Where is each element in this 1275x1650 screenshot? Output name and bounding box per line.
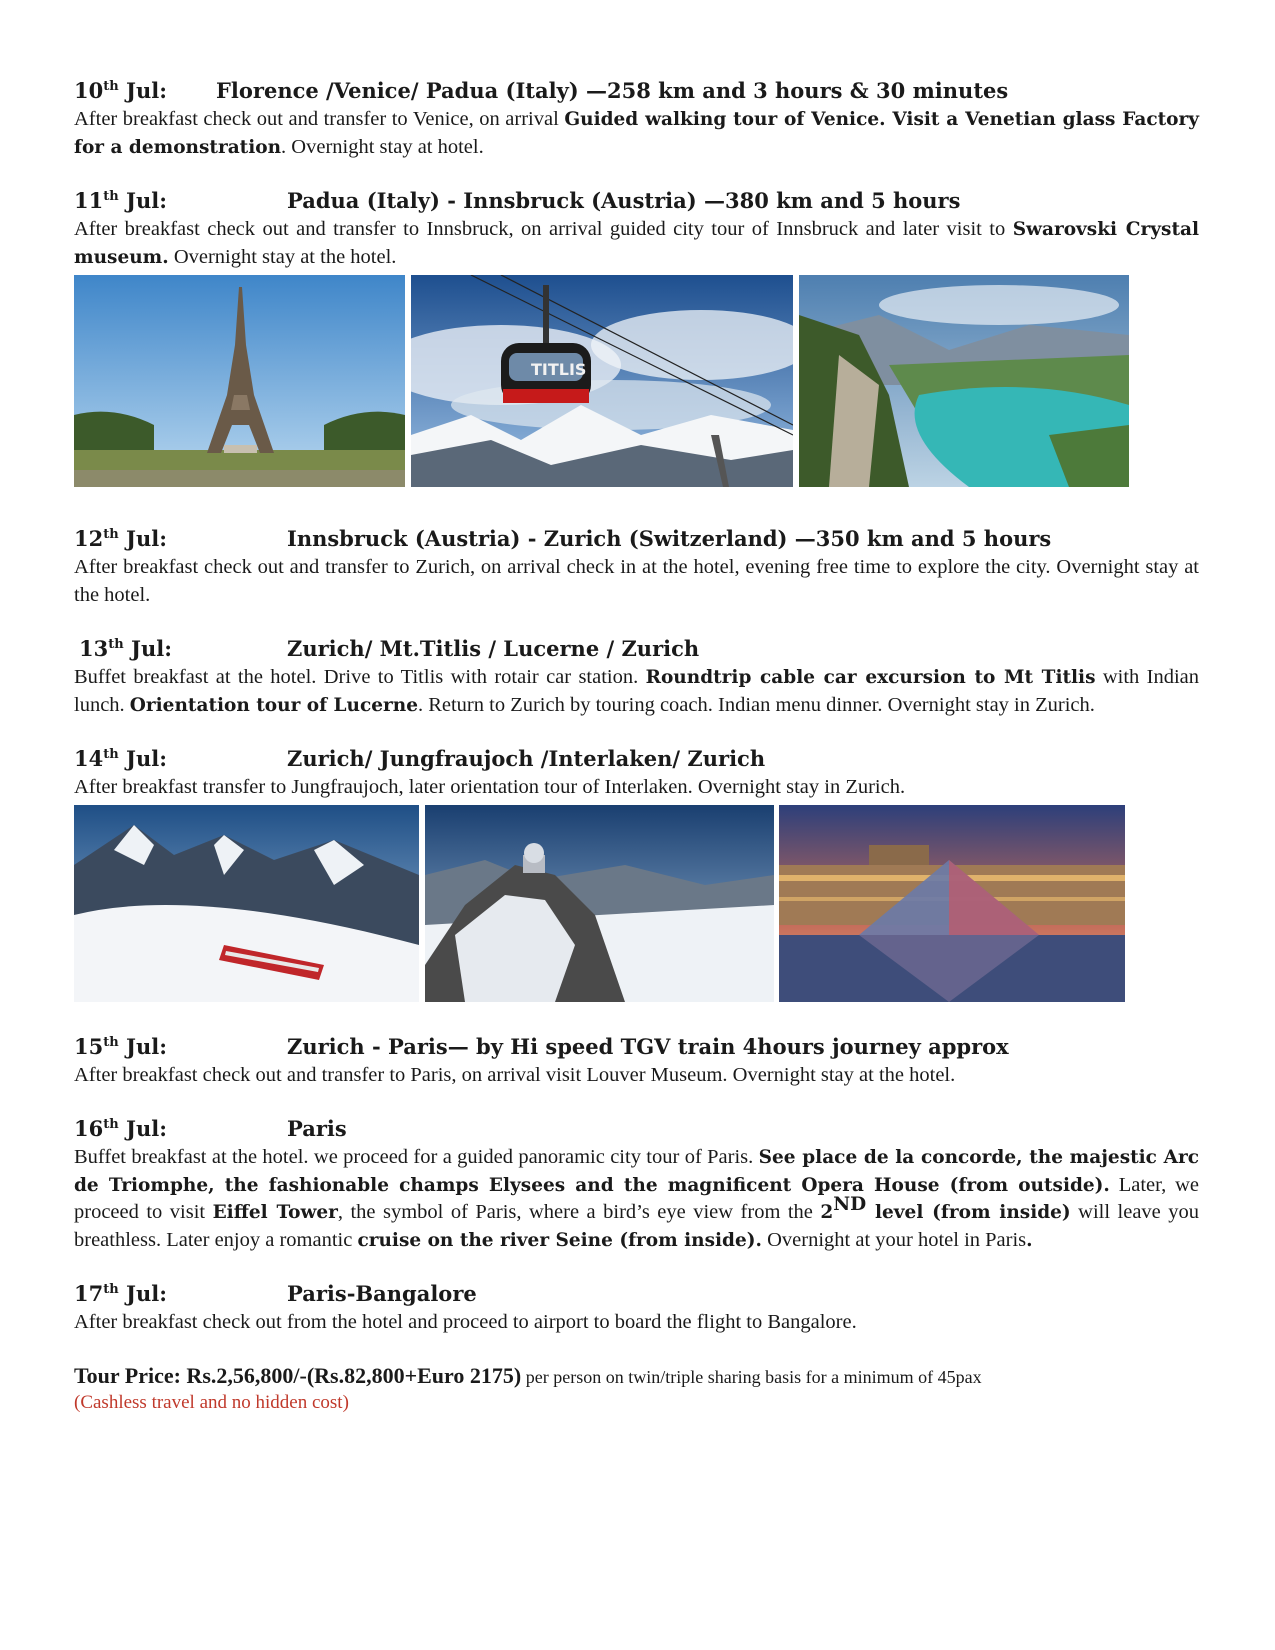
day-route: Padua (Italy) - Innsbruck (Austria) —380 km and 5 hours xyxy=(287,188,961,213)
itinerary xyxy=(74,76,1199,1415)
text-segment: Overnight at your hotel in Paris xyxy=(761,1228,1027,1251)
text-segment: Eiffel Tower xyxy=(212,1202,338,1223)
text-segment: Later, we proceed to visit xyxy=(74,1173,1199,1223)
louvre-pyramid-photo xyxy=(779,805,1125,1002)
day-heading xyxy=(74,1279,1199,1309)
cable-car-photo xyxy=(411,275,793,487)
text-segment: See place de la concorde, the majestic Arc de Triomphe, the fashionable champs Elysees and the magnificent Opera House (from outside). xyxy=(74,1147,1199,1196)
text-segment: . xyxy=(1026,1229,1033,1251)
day-date: 15th Jul: xyxy=(74,1033,167,1059)
day-route: Zurich - Paris— by Hi speed TGV train 4hours journey approx xyxy=(287,1033,1009,1059)
text-segment: . Overnight stay at hotel. xyxy=(281,135,484,158)
text-segment: Overnight stay at the hotel. xyxy=(168,245,397,268)
tour-price-amount: Tour Price: Rs.2,56,800/-(Rs.82,800+Euro 2175) xyxy=(74,1362,522,1388)
day-route: Zurich/ Mt.Titlis / Lucerne / Zurich xyxy=(287,636,700,661)
text-segment: with Indian lunch. xyxy=(74,666,1199,716)
day-route: Zurich/ Jungfraujoch /Interlaken/ Zurich xyxy=(287,746,766,771)
text-segment: Guided walking tour of Venice. Visit a Venetian glass Factory for a demonstration xyxy=(74,109,1199,158)
photo-row-1 xyxy=(74,275,1199,487)
text-segment: Swarovski Crystal museum. xyxy=(74,219,1199,268)
day-heading xyxy=(74,1114,1199,1144)
text-segment: Buffet breakfast at the hotel. we proceed for a guided panoramic city tour of Paris. xyxy=(74,1146,759,1168)
text-segment: After breakfast check out and transfer to Venice, on arrival xyxy=(74,108,565,130)
jungfraujoch-sphinx-photo xyxy=(425,805,774,1002)
day-date: 13th Jul: xyxy=(79,636,172,661)
day-description xyxy=(74,1062,1199,1090)
day-heading xyxy=(74,1032,1199,1062)
day-11 xyxy=(74,186,1199,271)
text-segment: level (from inside) xyxy=(866,1202,1071,1223)
day-description xyxy=(74,664,1199,719)
day-date: 12th Jul: xyxy=(74,526,167,551)
day-date: 17th Jul: xyxy=(74,1281,167,1306)
tour-price xyxy=(74,1362,1199,1391)
day-13 xyxy=(74,634,1199,719)
jungfrau-train-photo xyxy=(74,805,419,1002)
text-segment: will leave you breathless. Later enjoy a romantic xyxy=(74,1201,1199,1251)
cashless-note: (Cashless travel and no hidden cost) xyxy=(74,1391,349,1413)
day-route: Paris-Bangalore xyxy=(287,1281,477,1306)
day-date: 16th Jul: xyxy=(74,1116,167,1141)
day-date: 11th Jul: xyxy=(74,188,167,213)
day-date: 10th Jul: xyxy=(74,78,167,103)
eiffel-tower-photo xyxy=(74,275,405,487)
day-route: Paris xyxy=(287,1116,347,1141)
day-heading xyxy=(74,744,1199,774)
day-description xyxy=(74,1309,1199,1337)
text-segment: Orientation tour of Lucerne xyxy=(129,694,418,716)
swiss-lake-photo xyxy=(799,275,1129,487)
day-route: Florence /Venice/ Padua (Italy) —258 km and 3 hours & 30 minutes xyxy=(216,78,1009,103)
day-date: 14th Jul: xyxy=(74,746,167,771)
text-segment: cruise on the river Seine (from inside). xyxy=(357,1229,762,1251)
day-description xyxy=(74,216,1199,271)
day-heading xyxy=(74,524,1199,554)
day-16 xyxy=(74,1114,1199,1254)
day-heading xyxy=(74,634,1199,664)
day-description xyxy=(74,106,1199,161)
text-segment: 2 xyxy=(820,1202,834,1223)
day-description xyxy=(74,1144,1199,1254)
day-14 xyxy=(74,744,1199,802)
tour-price-basis: per person on twin/triple sharing basis for a minimum of 45pax xyxy=(521,1366,982,1387)
titlis-sign: TITLIS xyxy=(531,360,587,379)
day-10 xyxy=(74,76,1199,161)
day-route: Innsbruck (Austria) - Zurich (Switzerland) —350 km and 5 hours xyxy=(287,526,1052,551)
text-segment: ND xyxy=(833,1194,867,1216)
day-description xyxy=(74,554,1199,609)
day-12 xyxy=(74,524,1199,609)
day-17 xyxy=(74,1279,1199,1337)
text-segment: After breakfast transfer to Jungfraujoch, later orientation tour of Interlaken. Overnight stay in Zurich. xyxy=(74,776,906,798)
photo-row-2 xyxy=(74,805,1199,1002)
day-heading xyxy=(74,186,1199,216)
text-segment: Buffet breakfast at the hotel. Drive to Titlis with rotair car station. xyxy=(74,666,646,688)
text-segment: After breakfast check out and transfer to Paris, on arrival visit Louver Museum. Overnight stay at the hotel. xyxy=(74,1063,956,1086)
day-description xyxy=(74,774,1199,802)
text-segment: Roundtrip cable car excursion to Mt Titlis xyxy=(645,667,1096,688)
text-segment: After breakfast check out from the hotel and proceed to airport to board the flight to Bangalore. xyxy=(74,1311,857,1333)
day-15 xyxy=(74,1032,1199,1090)
text-segment: . Return to Zurich by touring coach. Indian menu dinner. Overnight stay in Zurich. xyxy=(417,693,1095,716)
day-heading xyxy=(74,76,1199,106)
text-segment: , the symbol of Paris, where a bird’s eye view from the xyxy=(337,1201,821,1223)
text-segment: After breakfast check out and transfer to Innsbruck, on arrival guided city tour of Innsbruck and later visit to xyxy=(74,218,1013,240)
text-segment: After breakfast check out and transfer to Zurich, on arrival check in at the hotel, evening free time to explore the city. Overnight stay at the hotel. xyxy=(74,556,1199,606)
